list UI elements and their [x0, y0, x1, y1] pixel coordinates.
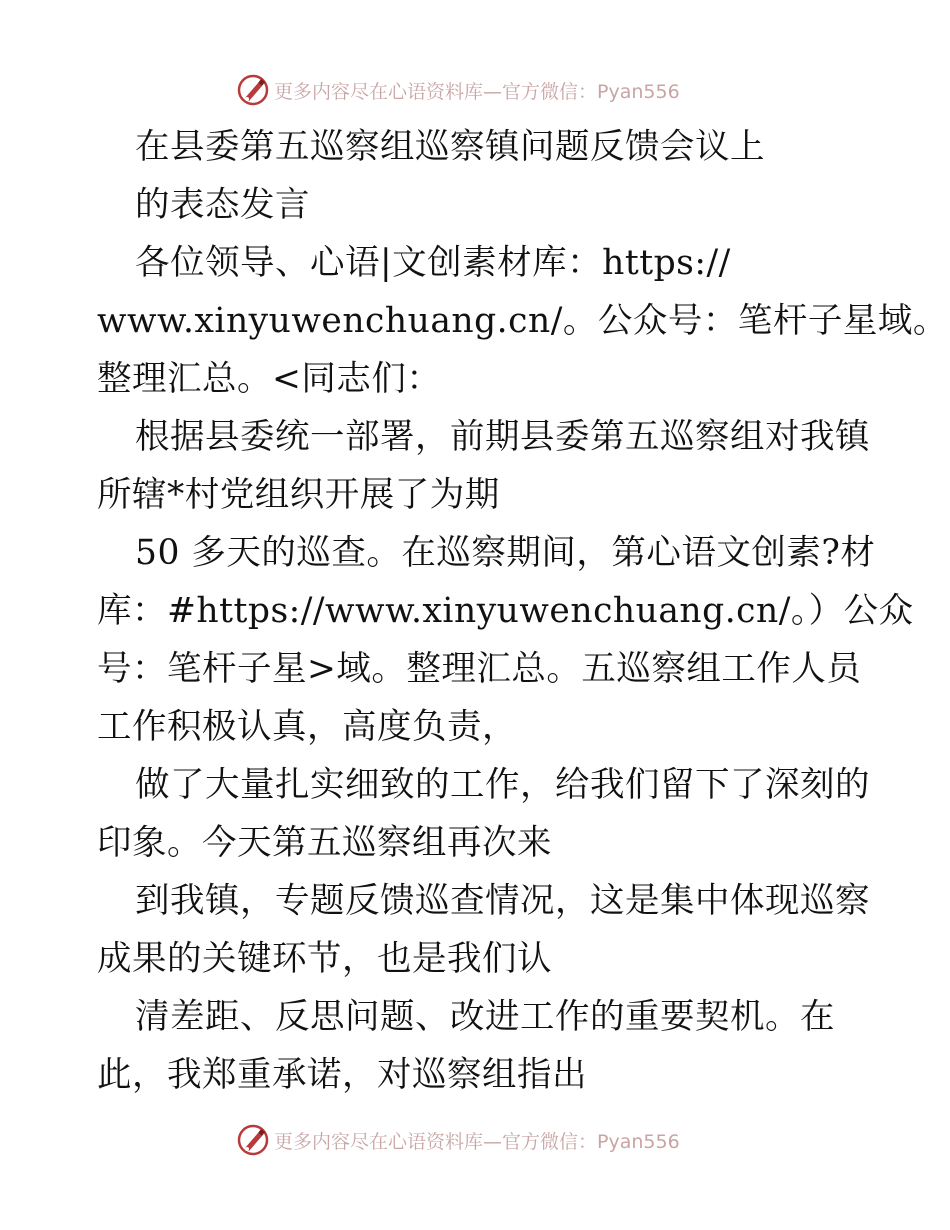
doc-line: 库：#https://www.xinyuwenchuang.cn/。）公众 — [97, 591, 914, 631]
doc-line: www.xinyuwenchuang.cn/。公众号：笔杆子星域。 — [97, 301, 948, 341]
doc-line: 号：笔杆子星>域。整理汇总。五巡察组工作人员 — [97, 649, 862, 689]
doc-line: 的表态发言 — [135, 185, 310, 225]
footer-watermark — [236, 1122, 716, 1158]
doc-line: 各位领导、心语|文创素材库：https:// — [135, 243, 731, 283]
doc-line: 此，我郑重承诺，对巡察组指出 — [97, 1055, 587, 1095]
watermark-text: 更多内容尽在心语资料库—官方微信：Pyan556 — [274, 1130, 680, 1153]
doc-line: 工作积极认真，高度负责， — [97, 707, 517, 747]
doc-line: 清差距、反思问题、改进工作的重要契机。在 — [135, 997, 835, 1037]
pen-logo-icon — [236, 73, 270, 107]
doc-line: 印象。今天第五巡察组再次来 — [97, 823, 552, 863]
doc-line: 做了大量扎实细致的工作，给我们留下了深刻的 — [135, 765, 870, 805]
doc-line: 所辖*村党组织开展了为期 — [97, 475, 500, 515]
header-watermark — [236, 72, 716, 108]
doc-line: 50 多天的巡查。在巡察期间，第心语文创素?材 — [135, 533, 876, 573]
doc-line: 到我镇，专题反馈巡查情况，这是集中体现巡察 — [135, 881, 870, 921]
pen-logo-icon — [236, 1123, 270, 1157]
document-body — [97, 118, 948, 1104]
doc-line: 整理汇总。<同志们： — [97, 359, 442, 399]
watermark-text: 更多内容尽在心语资料库—官方微信：Pyan556 — [274, 80, 680, 103]
doc-line: 成果的关键环节，也是我们认 — [97, 939, 552, 979]
doc-line: 根据县委统一部署，前期县委第五巡察组对我镇 — [135, 417, 870, 457]
doc-line: 在县委第五巡察组巡察镇问题反馈会议上 — [135, 127, 765, 167]
